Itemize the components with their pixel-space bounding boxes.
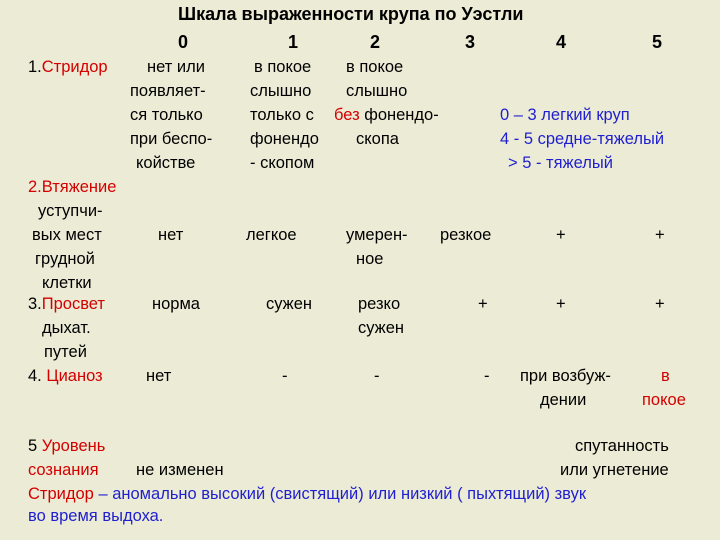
score-3: 3	[465, 32, 476, 52]
row5-c5-l2: или угнетение	[560, 461, 669, 479]
row1-c0-l3: ся только	[130, 106, 203, 124]
row3-label-l2: дыхат.	[42, 319, 91, 337]
row1-c1-l5: - скопом	[250, 154, 315, 172]
row2-c1: легкое	[246, 226, 297, 244]
row1-c2-l1: в покое	[346, 58, 404, 76]
score-4: 4	[556, 32, 567, 52]
row4-c0: нет	[146, 367, 172, 385]
legend-mild: 0 – 3 легкий круп	[500, 106, 630, 124]
row2-c2-l1: умерен-	[346, 226, 408, 244]
footnote-line2: во время выдоха.	[28, 507, 164, 525]
row4-c1: -	[282, 367, 288, 385]
row1-c0-l5: койстве	[136, 154, 196, 172]
row1-c2-l5: скопа	[356, 130, 399, 148]
row2-label-l5: клетки	[42, 274, 92, 292]
row1-c1-l1: в покое	[254, 58, 312, 76]
score-0: 0	[178, 32, 189, 52]
row2-c3: резкое	[440, 226, 492, 244]
row4-c3: -	[484, 367, 490, 385]
row3-c0: норма	[152, 295, 200, 313]
row4-c5-l2: покое	[642, 391, 686, 409]
row3-c3: +	[478, 295, 488, 313]
row4-c5-l1: в	[661, 367, 670, 385]
row4-label: 4. Цианоз	[28, 367, 103, 385]
row1-c1-l3: только с	[250, 106, 314, 124]
page-title: Шкала выраженности крупа по Уэстли	[178, 4, 524, 24]
row3-c4: +	[556, 295, 566, 313]
row4-c4-l2: дении	[540, 391, 587, 409]
row1-label: 1.Стридор	[28, 58, 108, 76]
row4-c2: -	[374, 367, 380, 385]
row5-label-l2: сознания	[28, 461, 99, 479]
score-2: 2	[370, 32, 381, 52]
legend-severe: > 5 - тяжелый	[508, 154, 613, 172]
row3-c5: +	[655, 295, 665, 313]
row1-c2-l3: без фонендо-	[334, 106, 439, 124]
row1-c2-l2: слышно	[346, 82, 408, 100]
row3-label: 3.Просвет	[28, 295, 105, 313]
row2-label-l3: вых мест	[32, 226, 102, 244]
row5-c5-l1: спутанность	[575, 437, 669, 455]
legend-moderate: 4 - 5 средне-тяжелый	[500, 130, 665, 148]
row5-c0: не изменен	[136, 461, 224, 479]
row1-c1-l4: фонендо	[250, 130, 319, 148]
row2-c5: +	[655, 226, 665, 244]
row1-c0-l1: нет или	[147, 58, 205, 76]
row1-c1-l2: слышно	[250, 82, 312, 100]
row3-c1: сужен	[266, 295, 313, 313]
row2-c2-l2: ное	[356, 250, 384, 268]
row3-c2-l1: резко	[358, 295, 401, 313]
row1-c0-l4: при беспо-	[130, 130, 213, 148]
row2-label-l4: грудной	[35, 250, 95, 268]
row2-label-l1: 2.Втяжение	[28, 178, 117, 196]
row3-c2-l2: сужен	[358, 319, 405, 337]
score-1: 1	[288, 32, 299, 52]
row2-label-l2: уступчи-	[38, 202, 103, 220]
row1-c0-l2: появляет-	[130, 82, 206, 100]
row3-label-l3: путей	[44, 343, 87, 361]
row2-c4: +	[556, 226, 566, 244]
score-5: 5	[652, 32, 663, 52]
footnote-line1: Стридор – аномально высокий (свистящий) или низкий ( пыхтящий) звук	[28, 485, 587, 503]
row4-c4-l1: при возбуж-	[520, 367, 611, 385]
row5-label: 5 Уровень	[28, 437, 106, 455]
row2-c0: нет	[158, 226, 184, 244]
